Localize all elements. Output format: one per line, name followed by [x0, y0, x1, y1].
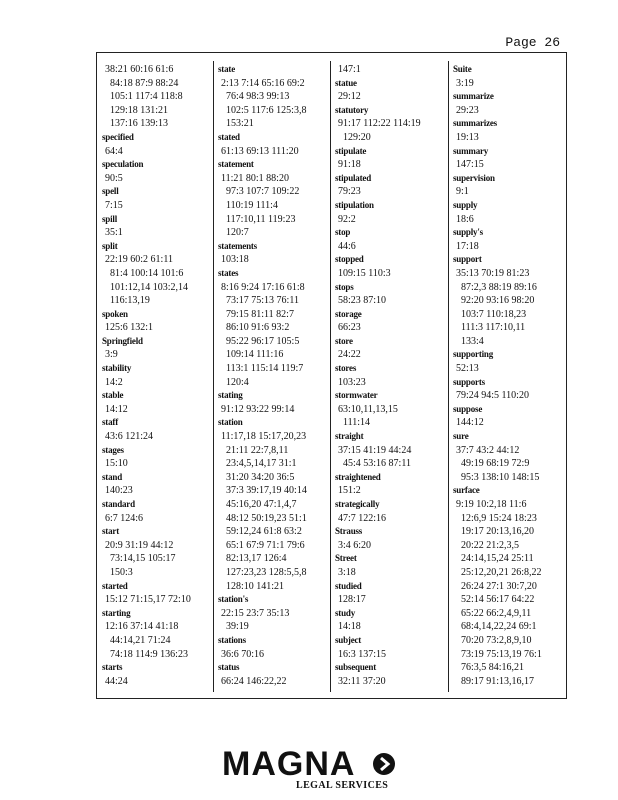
index-term: strategically — [335, 499, 380, 509]
index-entry — [453, 348, 561, 375]
index-term: Strauss — [335, 526, 363, 537]
page-line-reference: 113:1 115:14 119:7 — [226, 363, 304, 375]
index-term: stormwater — [335, 390, 378, 401]
page-line-reference: 110:19 111:4 — [226, 199, 278, 211]
index-term: summarizes — [453, 118, 497, 129]
page-line-reference: 120:7 — [226, 227, 249, 239]
index-entry — [335, 525, 443, 552]
page-line-reference: 79:24 94:5 110:20 — [456, 390, 529, 402]
column-divider — [330, 61, 331, 692]
page-line-reference: 92:20 93:16 98:20 — [461, 295, 535, 307]
page-line-reference: 49:19 68:19 72:9 — [461, 458, 530, 470]
index-entry — [102, 63, 210, 131]
page-line-reference: 73:17 75:13 76:11 — [226, 295, 299, 307]
column-divider — [213, 61, 214, 692]
page-line-reference: 22:15 23:7 35:13 — [221, 607, 290, 619]
page-line-reference: 86:10 91:6 93:2 — [226, 322, 290, 334]
index-entry — [335, 104, 443, 145]
page-line-reference: 147:1 — [338, 64, 361, 75]
page-line-reference: 14:18 — [338, 621, 361, 633]
index-term: started — [102, 580, 128, 591]
page-line-reference: 125:6 132:1 — [105, 322, 154, 334]
page-line-reference: 20:22 21:2,3,5 — [461, 539, 520, 551]
index-entry — [453, 117, 561, 144]
page-line-reference: 129:18 131:21 — [110, 104, 169, 116]
page-line-reference: 6:7 124:6 — [105, 512, 144, 524]
index-entry — [102, 240, 210, 308]
index-entry — [218, 416, 326, 593]
page-line-reference: 84:18 87:9 88:24 — [110, 77, 179, 89]
page-line-reference: 105:1 117:4 118:8 — [110, 91, 183, 103]
index-column-4 — [453, 63, 561, 688]
page-line-reference: 63:10,11,13,15 — [338, 403, 398, 415]
index-term: specified — [102, 131, 134, 142]
page-line-reference: 68:4,14,22,24 69:1 — [461, 621, 537, 633]
page-line-reference: 91:12 93:22 99:14 — [221, 403, 295, 415]
page-line-reference: 127:23,23 128:5,5,8 — [226, 566, 307, 578]
page-line-reference: 65:22 66:2,4,9,11 — [461, 607, 532, 619]
index-term: subject — [335, 634, 362, 645]
page-line-reference: 45:16,20 47:1,4,7 — [226, 499, 297, 510]
page-line-reference: 153:21 — [226, 118, 254, 130]
index-term: stop — [335, 227, 351, 238]
index-term: stipulate — [335, 145, 367, 156]
index-entry — [218, 634, 326, 661]
page-line-reference: 24:22 — [338, 349, 361, 361]
index-term: store — [335, 335, 353, 346]
index-entry — [102, 308, 210, 335]
page-line-reference: 117:10,11 119:23 — [226, 213, 296, 225]
index-entry — [102, 416, 210, 443]
page-line-reference: 70:20 73:2,8,9,10 — [461, 634, 532, 646]
index-term: support — [453, 254, 482, 265]
page-line-reference: 116:13,19 — [110, 295, 150, 307]
index-column-2 — [218, 63, 326, 688]
page-line-reference: 97:3 107:7 109:22 — [226, 186, 300, 198]
page-line-reference: 79:15 81:11 82:7 — [226, 308, 294, 320]
index-entry — [453, 403, 561, 430]
page-line-reference: 44:14,21 71:24 — [110, 634, 171, 646]
page-line-reference: 3:19 — [456, 77, 474, 89]
index-entry — [453, 199, 561, 226]
index-entry — [453, 172, 561, 199]
page-line-reference: 109:15 110:3 — [338, 267, 391, 279]
index-term: study — [335, 607, 356, 618]
index-term: stated — [218, 131, 240, 142]
index-term: Street — [335, 553, 357, 564]
page-line-reference: 89:17 91:13,16,17 — [461, 675, 535, 687]
index-entry — [335, 226, 443, 253]
page-line-reference: 128:10 141:21 — [226, 580, 285, 592]
page-line-reference: 66:24 146:22,22 — [221, 675, 287, 687]
page-number: Page 26 — [505, 35, 560, 50]
page-line-reference: 103:18 — [221, 254, 249, 266]
page-line-reference: 19:17 20:13,16,20 — [461, 526, 535, 538]
page-line-reference: 87:2,3 88:19 89:16 — [461, 281, 537, 293]
index-column-3 — [335, 63, 443, 688]
page-line-reference: 35:13 70:19 81:23 — [456, 267, 530, 279]
page-line-reference: 52:14 56:17 64:22 — [461, 594, 535, 606]
page-line-reference: 44:6 — [338, 240, 356, 252]
magna-logo — [222, 746, 402, 794]
page-line-reference: 3:9 — [105, 349, 118, 361]
index-term: stages — [102, 444, 124, 455]
index-entry — [335, 389, 443, 430]
index-term: supply's — [453, 227, 483, 238]
page-line-reference: 103:23 — [338, 376, 366, 388]
page-line-reference: 90:5 — [105, 172, 123, 184]
page-line-reference: 103:7 110:18,23 — [461, 308, 527, 320]
page-line-reference: 95:3 138:10 148:15 — [461, 471, 540, 483]
page-line-reference: 3:4 6:20 — [338, 539, 372, 551]
page-line-reference: 15:12 71:15,17 72:10 — [105, 594, 191, 606]
page-line-reference: 12:6,9 15:24 18:23 — [461, 512, 537, 524]
page-line-reference: 101:12,14 103:2,14 — [110, 281, 189, 293]
index-term: spell — [102, 186, 119, 197]
index-term: station — [218, 417, 243, 428]
index-term: summarize — [453, 91, 494, 102]
page-line-reference: 73:14,15 105:17 — [110, 553, 176, 565]
page-line-reference: 9:19 10:2,18 11:6 — [456, 499, 527, 510]
page-line-reference: 128:17 — [338, 594, 366, 606]
column-divider — [448, 61, 449, 692]
page-line-reference: 66:23 — [338, 322, 361, 334]
index-entry — [218, 240, 326, 267]
index-term: stores — [335, 363, 357, 374]
index-term: split — [102, 240, 118, 251]
page-line-reference: 82:13,17 126:4 — [226, 553, 287, 565]
index-entry — [102, 362, 210, 389]
index-entry — [335, 362, 443, 389]
index-entry — [102, 335, 210, 362]
index-entry — [453, 253, 561, 348]
index-entry — [102, 389, 210, 416]
page-line-reference: 150:3 — [110, 566, 133, 578]
index-term: status — [218, 662, 240, 673]
index-entry — [102, 131, 210, 158]
page-line-reference: 21:11 22:7,8,11 — [226, 444, 289, 456]
index-term: start — [102, 526, 119, 537]
index-entry — [335, 145, 443, 172]
page-line-reference: 29:23 — [456, 104, 479, 116]
index-term: stopped — [335, 254, 364, 265]
index-entry — [335, 471, 443, 498]
page-line-reference: 45:4 53:16 87:11 — [343, 458, 411, 470]
page-line-reference: 59:12,24 61:8 63:2 — [226, 526, 302, 538]
page-line-reference: 20:9 31:19 44:12 — [105, 539, 174, 551]
index-term: supply — [453, 199, 478, 210]
page-line-reference: 25:12,20,21 26:8,22 — [461, 566, 542, 578]
page-line-reference: 137:16 139:13 — [110, 118, 169, 130]
page-line-reference: 37:7 43:2 44:12 — [456, 444, 520, 456]
page-line-reference: 9:1 — [456, 186, 469, 198]
index-term: subsequent — [335, 662, 377, 673]
page-line-reference: 129:20 — [343, 131, 371, 143]
index-term: stipulation — [335, 199, 374, 210]
index-entry — [102, 185, 210, 212]
page-line-reference: 111:14 — [343, 417, 371, 429]
index-term: spoken — [102, 308, 128, 319]
page-line-reference: 102:5 117:6 125:3,8 — [226, 104, 307, 116]
index-term: speculation — [102, 159, 144, 170]
page-line-reference: 12:16 37:14 41:18 — [105, 621, 179, 633]
index-frame — [96, 52, 567, 699]
index-entry — [335, 430, 443, 471]
index-term: stops — [335, 281, 354, 292]
page-line-reference: 37:3 39:17,19 40:14 — [226, 485, 307, 497]
page-line-reference: 81:4 100:14 101:6 — [110, 267, 184, 279]
index-entry — [335, 281, 443, 308]
logo-wordmark: MAGNA — [222, 745, 356, 783]
index-entry — [453, 484, 561, 688]
page-line-reference: 16:3 137:15 — [338, 648, 387, 660]
index-term: spill — [102, 213, 118, 224]
index-entry — [218, 63, 326, 131]
index-entry — [453, 145, 561, 172]
index-entry — [102, 444, 210, 471]
page-line-reference: 15:10 — [105, 458, 128, 470]
page-line-reference: 109:14 111:16 — [226, 349, 284, 361]
index-term: staff — [102, 417, 118, 428]
page-line-reference: 120:4 — [226, 376, 249, 388]
index-term: stable — [102, 390, 124, 401]
index-term: Suite — [453, 64, 472, 74]
index-entry — [335, 308, 443, 335]
index-term: storage — [335, 308, 362, 319]
index-entry — [102, 607, 210, 661]
index-term: suppose — [453, 403, 483, 414]
page-line-reference: 92:2 — [338, 213, 356, 225]
index-entry — [102, 661, 210, 688]
page-line-reference: 29:12 — [338, 91, 361, 103]
index-entry — [102, 580, 210, 607]
page-line-reference: 64:4 — [105, 145, 123, 157]
index-entry — [102, 471, 210, 498]
index-entry — [453, 430, 561, 484]
index-entry — [218, 158, 326, 240]
arrow-right-circle-icon — [373, 753, 395, 775]
index-entry — [218, 593, 326, 634]
page-line-reference: 19:13 — [456, 131, 479, 143]
index-entry — [335, 498, 443, 525]
index-term: starting — [102, 607, 131, 618]
index-term: supervision — [453, 172, 495, 183]
index-entry — [218, 131, 326, 158]
page-line-reference: 11:17,18 15:17,20,23 — [221, 431, 307, 443]
index-entry — [335, 77, 443, 104]
index-entry — [335, 199, 443, 226]
index-entry — [453, 376, 561, 403]
index-term: sure — [453, 431, 469, 442]
page-line-reference: 2:13 7:14 65:16 69:2 — [221, 77, 305, 89]
index-entry — [335, 63, 443, 77]
index-entry — [335, 335, 443, 362]
page-line-reference: 147:15 — [456, 159, 484, 171]
page-line-reference: 79:23 — [338, 186, 361, 198]
index-entry — [335, 661, 443, 688]
page-line-reference: 140:23 — [105, 485, 133, 497]
page-line-reference: 26:24 27:1 30:7,20 — [461, 580, 537, 592]
page-line-reference: 3:18 — [338, 566, 356, 578]
page-line-reference: 74:18 114:9 136:23 — [110, 648, 188, 660]
index-entry — [453, 226, 561, 253]
index-term: straightened — [335, 471, 381, 482]
page-line-reference: 58:23 87:10 — [338, 295, 387, 307]
page-line-reference: 8:16 9:24 17:16 61:8 — [221, 281, 305, 293]
page-line-reference: 76:3,5 84:16,21 — [461, 662, 525, 674]
index-term: starts — [102, 662, 123, 673]
page-line-reference: 43:6 121:24 — [105, 431, 154, 443]
page-line-reference: 11:21 80:1 88:20 — [221, 172, 289, 184]
index-entry — [335, 552, 443, 579]
index-entry — [453, 63, 561, 90]
index-term: statement — [218, 159, 254, 170]
index-column-1 — [102, 63, 210, 688]
index-entry — [218, 267, 326, 389]
index-term: straight — [335, 431, 364, 442]
index-term: stand — [102, 471, 123, 482]
index-term: station's — [218, 594, 249, 605]
page-line-reference: 39:19 — [226, 621, 249, 633]
page-line-reference: 36:6 70:16 — [221, 648, 265, 660]
page-line-reference: 76:4 98:3 99:13 — [226, 91, 290, 103]
page-line-reference: 52:13 — [456, 363, 479, 375]
index-term: supporting — [453, 349, 494, 360]
index-term: studied — [335, 580, 362, 591]
index-term: states — [218, 267, 239, 278]
index-entry — [218, 661, 326, 688]
page-line-reference: 31:20 34:20 36:5 — [226, 471, 295, 483]
index-entry — [102, 525, 210, 579]
page-line-reference: 35:1 — [105, 227, 123, 239]
page-line-reference: 91:18 — [338, 159, 361, 171]
index-term: supports — [453, 376, 485, 387]
index-entry — [335, 607, 443, 634]
page-line-reference: 111:3 117:10,11 — [461, 322, 526, 334]
page-line-reference: 73:19 75:13,19 76:1 — [461, 648, 542, 660]
index-entry — [453, 90, 561, 117]
page-line-reference: 22:19 60:2 61:11 — [105, 254, 173, 266]
page-line-reference: 151:2 — [338, 485, 361, 497]
index-term: Springfield — [102, 335, 143, 346]
page-line-reference: 48:12 50:19,23 51:1 — [226, 512, 307, 524]
index-term: statutory — [335, 104, 369, 115]
index-term: stations — [218, 634, 246, 645]
index-entry — [335, 634, 443, 661]
index-entry — [102, 213, 210, 240]
page-line-reference: 38:21 60:16 61:6 — [105, 64, 174, 75]
page-line-reference: 61:13 69:13 111:20 — [221, 145, 299, 157]
index-term: stability — [102, 363, 132, 374]
index-term: stipulated — [335, 172, 372, 183]
page-line-reference: 18:6 — [456, 213, 474, 225]
index-term: summary — [453, 145, 489, 156]
page-line-reference: 14:12 — [105, 403, 128, 415]
page-line-reference: 47:7 122:16 — [338, 512, 387, 524]
index-term: surface — [453, 485, 480, 496]
page-line-reference: 95:22 96:17 105:5 — [226, 335, 300, 347]
page-line-reference: 17:18 — [456, 240, 479, 252]
page-line-reference: 37:15 41:19 44:24 — [338, 444, 412, 456]
index-term: standard — [102, 499, 135, 509]
page-line-reference: 144:12 — [456, 417, 484, 429]
index-entry — [335, 172, 443, 199]
logo-tagline: LEGAL SERVICES — [296, 780, 389, 791]
page-line-reference: 24:14,15,24 25:11 — [461, 553, 534, 565]
index-entry — [102, 158, 210, 185]
page-line-reference: 32:11 37:20 — [338, 675, 386, 687]
index-term: stating — [218, 390, 243, 401]
page-line-reference: 14:2 — [105, 376, 123, 388]
page-line-reference: 7:15 — [105, 199, 123, 211]
index-term: statue — [335, 77, 357, 88]
index-entry — [218, 389, 326, 416]
page-line-reference: 23:4,5,14,17 31:1 — [226, 458, 297, 470]
index-entry — [335, 580, 443, 607]
page-line-reference: 65:1 67:9 71:1 79:6 — [226, 539, 305, 551]
index-term: state — [218, 64, 235, 74]
index-entry — [335, 253, 443, 280]
page-line-reference: 133:4 — [461, 335, 484, 347]
page-line-reference: 44:24 — [105, 675, 128, 687]
index-entry — [102, 498, 210, 525]
index-term: statements — [218, 240, 257, 251]
page-line-reference: 91:17 112:22 114:19 — [338, 118, 421, 130]
